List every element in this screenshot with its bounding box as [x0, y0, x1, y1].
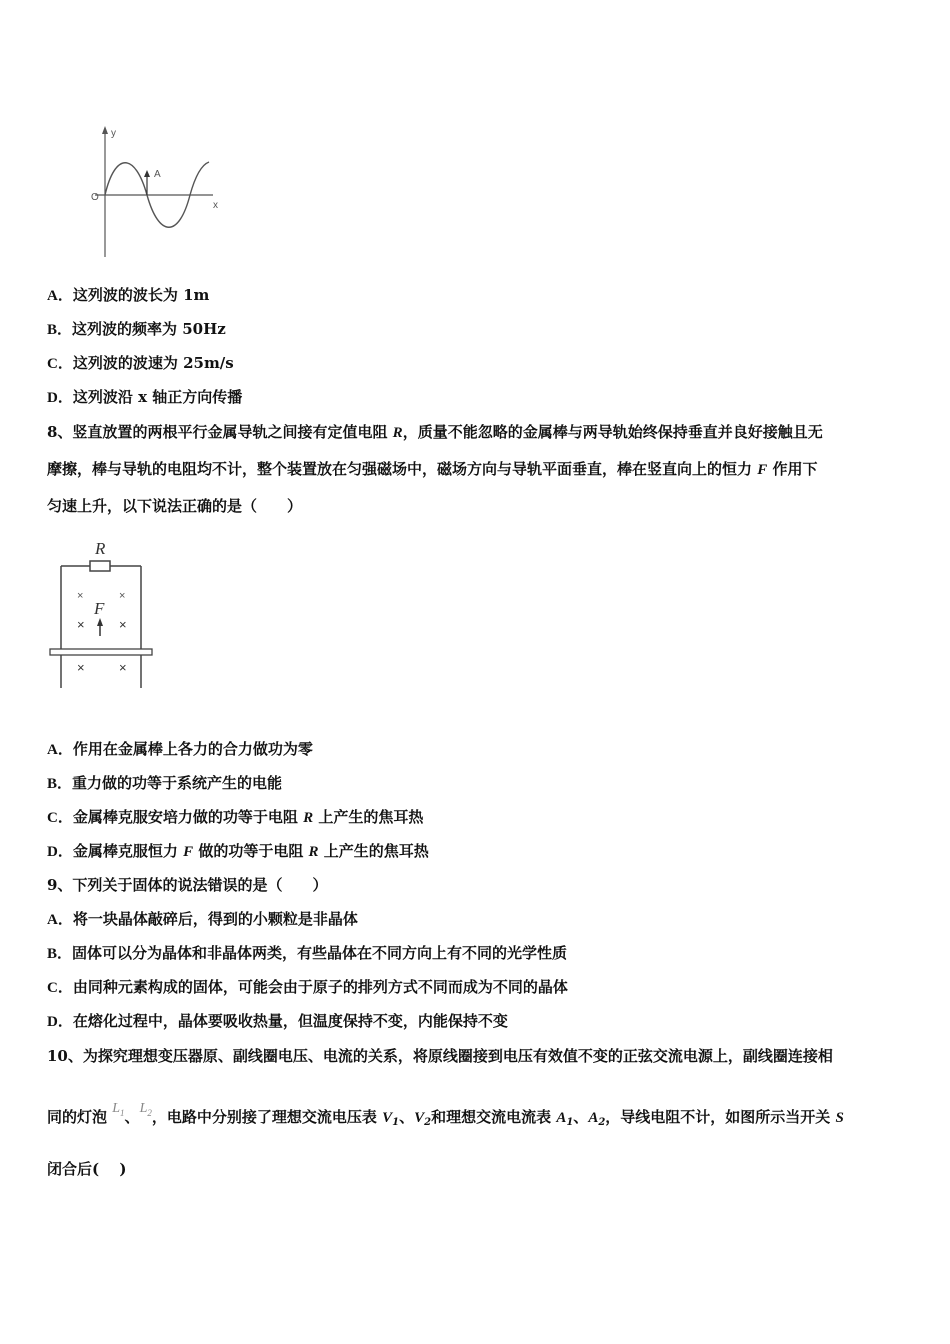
- point-a-arrowhead: [144, 170, 150, 177]
- y-axis-label: y: [111, 128, 116, 139]
- resistor: [90, 561, 110, 571]
- resistor-label: R: [95, 539, 106, 558]
- field-mark: ×: [77, 660, 85, 675]
- q8-stem-line1: 8、竖直放置的两根平行金属导轨之间接有定值电阻 R，质量不能忽略的金属棒与两导轨始终保持垂直并良好接触且无: [47, 423, 823, 441]
- field-mark: ×: [119, 590, 126, 602]
- field-mark: ×: [77, 617, 85, 632]
- q8-option-d: D．金属棒克服恒力 F 做的功等于电阻 R 上产生的焦耳热: [47, 842, 429, 860]
- q9-option-b: B．固体可以分为晶体和非晶体两类，有些晶体在不同方向上有不同的光学性质: [47, 944, 568, 962]
- point-a-label: A: [154, 169, 161, 180]
- q7-option-a: A．这列波的波长为 1m: [47, 286, 210, 304]
- field-mark: ×: [119, 617, 127, 632]
- q8-stem-line2: 摩擦，棒与导轨的电阻均不计，整个装置放在匀强磁场中，磁场方向与导轨平面垂直，棒在竖直向上的恒力 F 作用下: [47, 460, 818, 478]
- x-axis-label: x: [213, 200, 218, 211]
- q10-stem-line3: 闭合后( ): [47, 1160, 127, 1178]
- q8-stem-line3: 匀速上升，以下说法正确的是（ ）: [47, 497, 303, 515]
- q10-stem-line2: 同的灯泡 $L_1$、$L_2$，电路中分别接了理想交流电压表 $V_1$、$V_2$和理想交流电流表 $A_1$、$A_2$，导线电阻不计，如图所示当开关 S: [47, 1101, 844, 1128]
- origin-label: O: [91, 192, 99, 203]
- q7-option-c: C．这列波的波速为 25m/s: [47, 354, 234, 372]
- lamp-l1-label: $L_1$: [112, 1101, 125, 1118]
- q8-option-b: B．重力做的功等于系统产生的电能: [47, 774, 283, 792]
- lamp-l2-label: $L_2$: [139, 1101, 152, 1118]
- q9-option-a: A．将一块晶体敲碎后，得到的小颗粒是非晶体: [47, 910, 358, 928]
- q10-stem-line1: 10、为探究理想变压器原、副线圈电压、电流的关系，将原线圈接到电压有效值不变的正弦交流电源上，副线圈连接相: [47, 1047, 833, 1065]
- y-axis-arrow: [102, 126, 108, 134]
- q8-option-a: A．作用在金属棒上各力的合力做功为零: [47, 740, 313, 758]
- q9-option-c: C．由同种元素构成的固体，可能会由于原子的排列方式不同而成为不同的晶体: [47, 978, 568, 996]
- force-label: F: [94, 599, 105, 618]
- metal-rod: [50, 649, 152, 655]
- wave-figure: [85, 122, 225, 262]
- field-mark: ×: [119, 660, 127, 675]
- force-arrowhead: [97, 618, 103, 626]
- q8-option-c: C．金属棒克服安培力做的功等于电阻 R 上产生的焦耳热: [47, 808, 424, 826]
- q7-option-d: D．这列波沿 x 轴正方向传播: [47, 388, 243, 406]
- field-mark: ×: [77, 590, 84, 602]
- q9-option-d: D．在熔化过程中，晶体要吸收热量，但温度保持不变，内能保持不变: [47, 1012, 508, 1030]
- q7-option-b: B．这列波的频率为 50Hz: [47, 320, 226, 338]
- rail-circuit-figure: [45, 534, 165, 694]
- q9-stem: 9、下列关于固体的说法错误的是（ ）: [47, 876, 328, 894]
